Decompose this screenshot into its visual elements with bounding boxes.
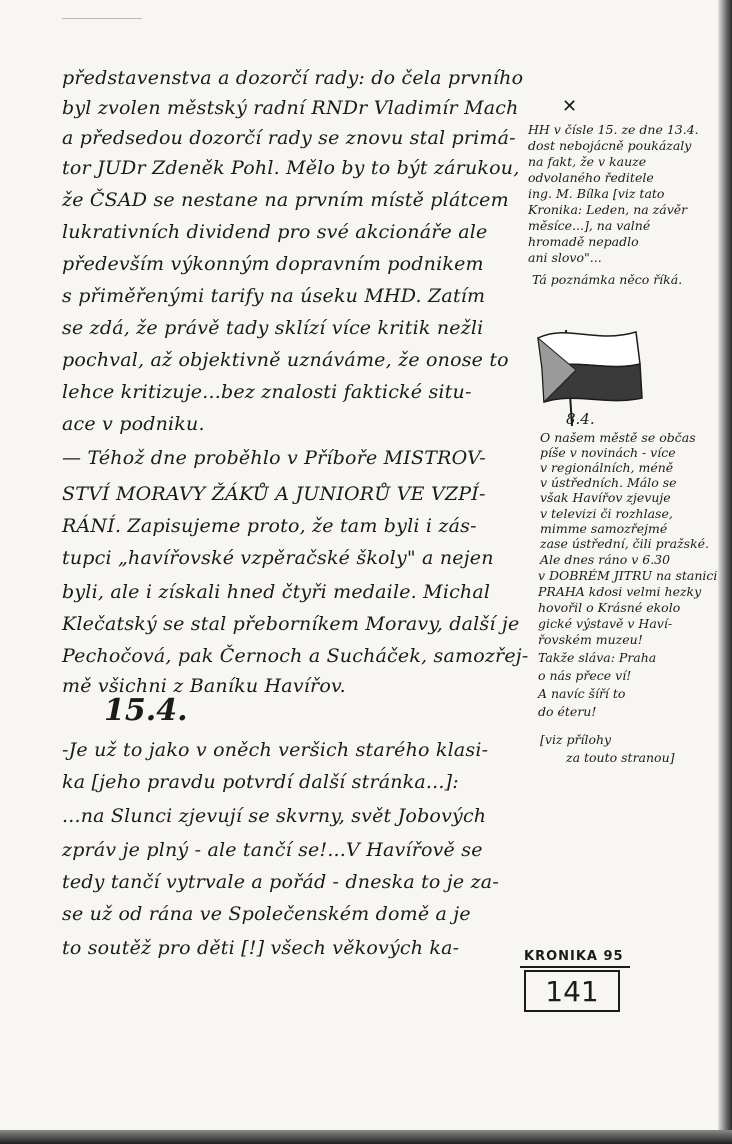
side-note-line: ani slovo"... — [528, 250, 602, 265]
main-line: zpráv je plný - ale tančí se!...V Havířově se — [62, 839, 483, 861]
side-note-line: v regionálních, méně — [540, 460, 674, 475]
side-note-line: odvolaného ředitele — [528, 170, 654, 185]
main-line: byli, ale i získali hned čtyři medaile. Michal — [62, 581, 491, 603]
side-note-line: v televizi či rozhlase, — [540, 506, 673, 521]
main-line: ...na Slunci zjevují se skvrny, svět Jobových — [62, 805, 487, 827]
side-note-line: do éteru! — [538, 704, 597, 719]
top-rule — [62, 18, 142, 19]
side-note-line: na fakt, že v kauze — [528, 154, 647, 169]
main-line: ace v podniku. — [62, 413, 205, 435]
main-line: lukrativních dividend pro své akcionáře ale — [62, 221, 488, 243]
side-note-line: měsíce...], na valné — [528, 218, 651, 233]
main-line: byl zvolen městský radní RNDr Vladimír Mach — [62, 97, 519, 119]
side-note-date: 8.4. — [566, 410, 595, 428]
main-line: lehce kritizuje...bez znalosti faktické situ- — [62, 381, 472, 403]
main-line: ka [jeho pravdu potvrdí další stránka...]: — [62, 771, 459, 793]
side-note-line: PRAHA kdosi velmi hezky — [538, 584, 702, 599]
main-line: mě všichni z Baníku Havířov. — [62, 675, 346, 697]
page-edge-right — [718, 0, 732, 1144]
side-note-line: dost nebojácně poukázaly — [528, 138, 692, 153]
date-heading: 15.4. — [104, 693, 188, 728]
main-line: — Téhož dne proběhlo v Příboře MISTROV- — [62, 447, 486, 469]
side-note-line: v ústředních. Málo se — [540, 475, 677, 490]
footer-rule — [520, 966, 630, 968]
main-line: Klečatský se stal přeborníkem Moravy, další je — [62, 613, 520, 635]
side-note-line: mimme samozřejmé — [540, 521, 668, 536]
side-note-line: však Havířov zjevuje — [540, 490, 671, 505]
side-note-line: HH v čísle 15. ze dne 13.4. — [528, 122, 699, 137]
side-note-line: O našem městě se občas — [540, 430, 696, 445]
side-note-line: [viz přílohy — [540, 732, 612, 747]
main-line: tedy tančí vytrvale a pořád - dneska to je za- — [62, 871, 499, 893]
main-line: s přiměřenými tarify na úseku MHD. Zatím — [62, 285, 486, 307]
side-note-line: ing. M. Bílka [viz tato — [528, 186, 665, 201]
main-line: že ČSAD se nestane na prvním místě plátcem — [62, 189, 509, 211]
cross-mark-icon: ✕ — [562, 96, 578, 117]
side-note-line: Kronika: Leden, na závěr — [528, 202, 688, 217]
page-edge-bottom — [0, 1130, 732, 1144]
side-note-line: Ale dnes ráno v 6.30 — [540, 552, 671, 567]
main-line: STVÍ MORAVY ŽÁKŮ A JUNIORŮ VE VZPÍ- — [62, 483, 486, 505]
side-note-line: gické výstavě v Haví- — [538, 616, 673, 631]
side-note-line: hovořil o Krásné ekolo — [538, 600, 681, 615]
side-note-line: o nás přece ví! — [538, 668, 632, 683]
main-line: a předsedou dozorčí rady se znovu stal primá- — [62, 127, 516, 149]
main-line: to soutěž pro děti [!] všech věkových ka- — [62, 937, 460, 959]
main-line: se už od rána ve Společenském domě a je — [62, 903, 471, 925]
side-note-line: A navíc šíří to — [538, 686, 626, 701]
side-note-line: Tá poznámka něco říká. — [532, 272, 683, 287]
side-note-line: píše v novinách - více — [540, 445, 676, 460]
chronicle-label: KRONIKA 95 — [524, 949, 624, 964]
side-note-line: v DOBRÉM JITRU na stanici — [538, 568, 718, 583]
main-line: představenstva a dozorčí rady: do čela prvního — [62, 67, 524, 89]
main-line: pochval, až objektivně uznáváme, že onose to — [62, 349, 509, 371]
main-line: tupci „havířovské vzpěračské školy" a nejen — [62, 547, 494, 569]
page-number — [524, 970, 620, 1012]
main-line: tor JUDr Zdeněk Pohl. Mělo by to být zárukou, — [62, 157, 520, 179]
main-line: především výkonným dopravním podnikem — [62, 253, 484, 275]
main-line: Pechočová, pak Černoch a Sucháček, samozřej- — [62, 645, 529, 667]
page-number-text: 141 — [545, 974, 599, 1008]
main-line: se zdá, že právě tady sklízí více kritik nežli — [62, 317, 484, 339]
main-line: RÁNÍ. Zapisujeme proto, že tam byli i zás- — [62, 515, 477, 537]
side-note-line: za touto stranou] — [566, 750, 675, 765]
side-note-line: zase ústřední, čili pražské. — [540, 536, 710, 551]
side-note-line: hromadě nepadlo — [528, 234, 639, 249]
main-line: -Je už to jako v oněch veršich starého klasi- — [62, 739, 489, 761]
side-note-line: Takže sláva: Praha — [538, 650, 657, 665]
side-note-line: řovském muzeu! — [538, 632, 643, 647]
